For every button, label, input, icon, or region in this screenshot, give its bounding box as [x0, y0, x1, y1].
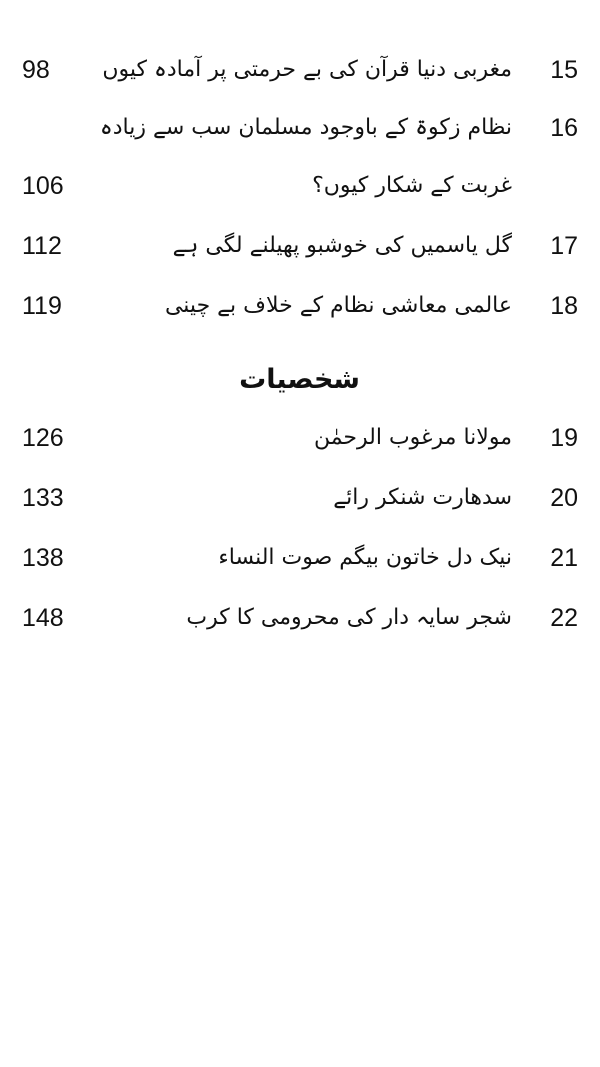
- entry-page-number: 126: [22, 424, 64, 452]
- toc-entry-19: [0, 416, 600, 460]
- entry-title: مغربی دنیا قرآن کی بے حرمتی پر آمادہ کیوں: [102, 57, 512, 82]
- toc-entry-21: [0, 536, 600, 580]
- entry-page-number: 106: [22, 172, 64, 200]
- entry-page-number: 148: [22, 604, 64, 632]
- entry-number: 22: [550, 604, 578, 632]
- entry-title: سدھارت شنکر رائے: [333, 485, 512, 510]
- entry-title: عالمی معاشی نظام کے خلاف بے چینی: [164, 293, 512, 318]
- entry-number: 16: [550, 114, 578, 142]
- entry-title: نظام زکوۃ کے باوجود مسلمان سب سے زیادہ: [99, 115, 512, 140]
- toc-entry-15: [0, 48, 600, 92]
- entry-page-number: 138: [22, 544, 64, 572]
- entry-number: 21: [550, 544, 578, 572]
- entry-title: گل یاسمیں کی خوشبو پھیلنے لگی ہے: [172, 233, 512, 258]
- entry-number: 18: [550, 292, 578, 320]
- toc-entry-22: [0, 596, 600, 640]
- entry-page-number: 133: [22, 484, 64, 512]
- entry-page-number: 119: [22, 292, 62, 320]
- entry-title: نیک دل خاتون بیگم صوت النساء: [218, 545, 512, 570]
- entry-title: غربت کے شکار کیوں؟: [312, 173, 512, 198]
- toc-entry-16-continued: [0, 164, 600, 208]
- entry-title: شجر سایہ دار کی محرومی کا کرب: [186, 605, 512, 630]
- toc-entry-18: [0, 284, 600, 328]
- entry-page-number: 98: [22, 56, 50, 84]
- entry-number: 15: [550, 56, 578, 84]
- entry-number: 20: [550, 484, 578, 512]
- section-heading: شخصیات: [239, 364, 360, 395]
- entry-number: 17: [550, 232, 578, 260]
- entry-page-number: 112: [22, 232, 62, 260]
- toc-entry-16: [0, 106, 600, 150]
- toc-entry-20: [0, 476, 600, 520]
- entry-title: مولانا مرغوب الرحمٰن: [313, 425, 512, 450]
- entry-number: 19: [550, 424, 578, 452]
- toc-entry-17: [0, 224, 600, 268]
